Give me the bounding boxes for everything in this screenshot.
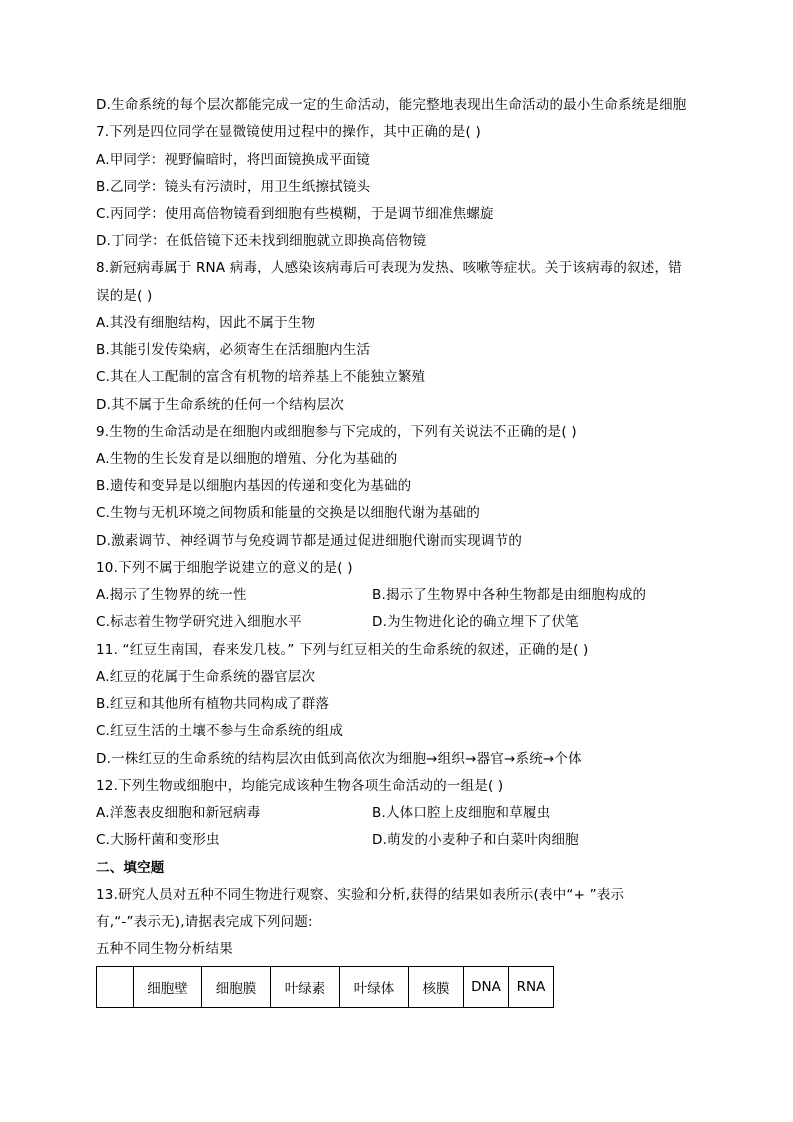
table-header-cell: DNA bbox=[464, 967, 509, 1008]
text-line bbox=[96, 232, 426, 250]
text-line bbox=[96, 613, 579, 631]
text-line-content: 7.下列是四位同学在显微镜使用过程中的操作，其中正确的是( ) bbox=[96, 124, 481, 140]
text-line-content: A.其没有细胞结构，因此不属于生物 bbox=[96, 315, 316, 331]
table-header-cell: 核膜 bbox=[409, 967, 464, 1008]
text-line-content: D.丁同学：在低倍镜下还未找到细胞就立即换高倍物镜 bbox=[96, 233, 427, 249]
text-line-content: D.生命系统的每个层次都能完成一定的生命活动，能完整地表现出生命活动的最小生命系统是细胞 bbox=[96, 97, 687, 113]
text-line-content: B.其能引发传染病，必须寄生在活细胞内生活 bbox=[96, 342, 371, 358]
text-line bbox=[96, 450, 397, 468]
text-line-content: 二、填空题 bbox=[96, 860, 165, 876]
text-line-content: 12.下列生物或细胞中，均能完成该种生物各项生命活动的一组是( ) bbox=[96, 778, 504, 794]
text-line-option-right: B.揭示了生物界中各种生物都是由细胞构成的 bbox=[372, 587, 647, 603]
text-line-content: 9.生物的生命活动是在细胞内或细胞参与下完成的，下列有关说法不正确的是( ) bbox=[96, 424, 577, 440]
text-line-content: 13.研究人员对五种不同生物进行观察、实验和分析,获得的结果如表所示(表中“+ ”表示 bbox=[96, 887, 625, 903]
text-line-content: A.甲同学：视野偏暗时，将凹面镜换成平面镜 bbox=[96, 152, 370, 168]
table-header-cell: 叶绿体 bbox=[340, 967, 409, 1008]
text-line-option-right: B.人体口腔上皮细胞和草履虫 bbox=[372, 805, 551, 821]
text-line bbox=[96, 886, 624, 904]
text-line-option-right: D.萌发的小麦种子和白菜叶肉细胞 bbox=[372, 832, 579, 848]
text-line-content: 有,“-”表示无),请据表完成下列问题: bbox=[96, 914, 313, 930]
text-line bbox=[96, 287, 153, 305]
text-line-content: C.红豆生活的土壤不参与生命系统的组成 bbox=[96, 723, 344, 739]
text-line bbox=[96, 504, 480, 522]
text-line bbox=[96, 641, 589, 659]
text-line bbox=[96, 940, 233, 958]
text-line bbox=[96, 777, 503, 795]
text-line bbox=[96, 259, 682, 277]
text-line bbox=[96, 559, 353, 577]
text-line bbox=[96, 722, 343, 740]
table-header-row bbox=[97, 967, 554, 1008]
text-line-option-right: D.为生物进化论的确立埋下了伏笔 bbox=[372, 614, 579, 630]
text-line-content: C.生物与无机环境之间物质和能量的交换是以细胞代谢为基础的 bbox=[96, 505, 481, 521]
text-line bbox=[96, 668, 315, 686]
text-line bbox=[96, 532, 522, 550]
text-line bbox=[96, 123, 481, 141]
text-line-content: D.激素调节、神经调节与免疫调节都是通过促进细胞代谢而实现调节的 bbox=[96, 533, 523, 549]
table-header-cell: RNA bbox=[509, 967, 554, 1008]
text-line-content: B.红豆和其他所有植物共同构成了群落 bbox=[96, 696, 330, 712]
text-line bbox=[96, 314, 315, 332]
table-header-cell bbox=[97, 967, 134, 1008]
text-line-content: A.生物的生长发育是以细胞的增殖、分化为基础的 bbox=[96, 451, 398, 467]
text-line-content: C.其在人工配制的富含有机物的培养基上不能独立繁殖 bbox=[96, 369, 426, 385]
text-line bbox=[96, 96, 687, 114]
text-line-content: A.揭示了生物界的统一性 bbox=[96, 587, 247, 603]
text-line-content: A.洋葱表皮细胞和新冠病毒 bbox=[96, 805, 261, 821]
text-line bbox=[96, 695, 329, 713]
text-line bbox=[96, 151, 370, 169]
text-line-content: C.大肠杆菌和变形虫 bbox=[96, 832, 220, 848]
text-line bbox=[96, 586, 647, 604]
text-line-content: 误的是( ) bbox=[96, 288, 153, 304]
text-line-content: 8.新冠病毒属于 RNA 病毒，人感染该病毒后可表现为发热、咳嗽等症状。关于该病毒的叙述，错 bbox=[96, 260, 682, 276]
text-line-content: A.红豆的花属于生命系统的器官层次 bbox=[96, 669, 316, 685]
table-header-cell: 细胞膜 bbox=[202, 967, 271, 1008]
table-header-cell: 叶绿素 bbox=[271, 967, 340, 1008]
text-line bbox=[96, 341, 370, 359]
text-line-content: 五种不同生物分析结果 bbox=[96, 941, 233, 957]
text-line bbox=[96, 477, 411, 495]
text-line bbox=[96, 804, 551, 822]
section-heading bbox=[96, 859, 165, 877]
text-line bbox=[96, 205, 494, 223]
text-line-content: 11. “红豆生南国，春来发几枝。” 下列与红豆相关的生命系统的叙述，正确的是( ) bbox=[96, 642, 589, 658]
text-line-content: C.丙同学：使用高倍物镜看到细胞有些模糊，于是调节细准焦螺旋 bbox=[96, 206, 494, 222]
text-line-content: B.乙同学：镜头有污渍时，用卫生纸擦拭镜头 bbox=[96, 179, 371, 195]
text-line-content: D.一株红豆的生命系统的结构层次由低到高依次为细胞→组织→器官→系统→个体 bbox=[96, 751, 582, 767]
table-header-cell: 细胞壁 bbox=[134, 967, 202, 1008]
results-table bbox=[96, 966, 554, 1008]
text-line-content: C.标志着生物学研究进入细胞水平 bbox=[96, 614, 302, 630]
text-line-content: D.其不属于生命系统的任何一个结构层次 bbox=[96, 397, 344, 413]
text-line bbox=[96, 368, 425, 386]
text-line bbox=[96, 750, 582, 768]
text-line bbox=[96, 396, 344, 414]
text-line-content: 10.下列不属于细胞学说建立的意义的是( ) bbox=[96, 560, 353, 576]
text-line bbox=[96, 178, 370, 196]
text-line bbox=[96, 423, 577, 441]
text-line bbox=[96, 913, 313, 931]
text-line bbox=[96, 831, 579, 849]
text-line-content: B.遗传和变异是以细胞内基因的传递和变化为基础的 bbox=[96, 478, 412, 494]
